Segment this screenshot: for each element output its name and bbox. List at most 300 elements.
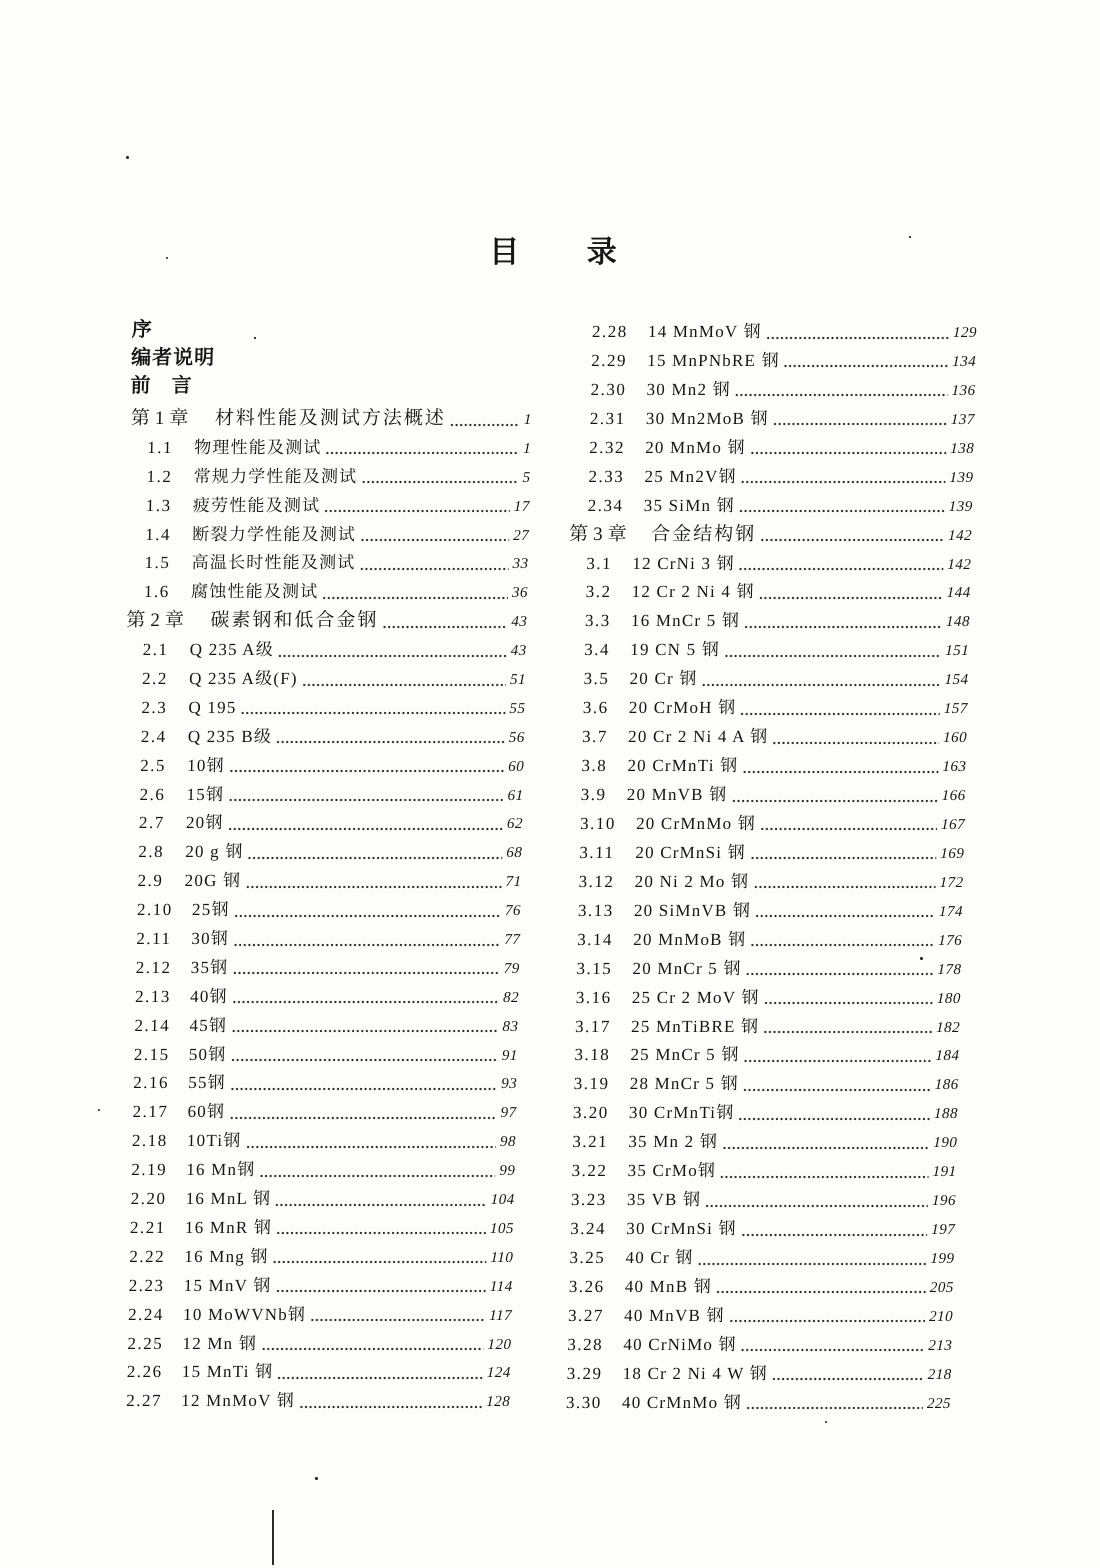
section-number: 2.3 xyxy=(141,697,168,717)
section-title: 20 MnCr 5 钢 xyxy=(632,958,742,978)
page-number: 98 xyxy=(499,1134,517,1151)
section-number: 1.4 xyxy=(145,524,172,544)
leader-dots xyxy=(701,665,941,694)
section-number: 3.25 xyxy=(569,1247,606,1267)
page-number: 199 xyxy=(930,1250,955,1267)
section-number: 3.21 xyxy=(572,1131,609,1151)
page-number: 114 xyxy=(489,1278,513,1295)
section-entry xyxy=(7,549,972,578)
section-number: 2.25 xyxy=(127,1333,164,1353)
leader-dots xyxy=(697,1244,927,1273)
page-number: 139 xyxy=(948,498,973,515)
section-number: 2.26 xyxy=(126,1362,163,1382)
section-title: 35钢 xyxy=(190,957,229,977)
section-title: 40 Cr 钢 xyxy=(625,1247,694,1267)
section-title: 55钢 xyxy=(188,1073,227,1093)
page-number: 213 xyxy=(928,1337,953,1354)
section-number: 2.6 xyxy=(139,784,166,804)
section-number: 1.5 xyxy=(144,553,171,573)
page-number: 136 xyxy=(951,382,976,399)
section-entry xyxy=(8,491,973,520)
section-title: 30 Mn2MoB 钢 xyxy=(645,408,769,428)
page-number: 61 xyxy=(507,787,524,804)
section-title: 20 Cr 钢 xyxy=(629,668,698,688)
leader-dots xyxy=(746,1388,924,1417)
section-title: 16 MnCr 5 钢 xyxy=(630,610,741,630)
page-number: 99 xyxy=(499,1163,516,1180)
page-number: 55 xyxy=(509,700,526,717)
section-number: 2.27 xyxy=(126,1391,163,1411)
section-title: 40钢 xyxy=(189,986,228,1006)
page-number: 182 xyxy=(935,1019,961,1035)
section-entry xyxy=(3,723,968,752)
leader-dots xyxy=(728,1301,925,1330)
page-number: 1 xyxy=(523,412,532,428)
leader-dots xyxy=(740,462,945,491)
section-number: 3.8 xyxy=(581,755,608,775)
chapter-title: 材料性能及测试方法概述 xyxy=(214,408,447,429)
page-number: 205 xyxy=(929,1279,955,1296)
section-number: 3.29 xyxy=(566,1363,603,1383)
section-number: 3.10 xyxy=(579,813,617,833)
section-entry xyxy=(4,665,969,694)
section-number: 1.2 xyxy=(146,466,173,486)
page-number: 93 xyxy=(501,1076,518,1093)
section-number: 2.30 xyxy=(590,379,627,399)
section-title: 18 Cr 2 Ni 4 W 钢 xyxy=(622,1363,769,1383)
leader-dots xyxy=(765,318,949,347)
section-title: 19 CN 5 钢 xyxy=(630,639,721,659)
page-number: 110 xyxy=(490,1249,514,1266)
page-number: 191 xyxy=(932,1163,957,1180)
section-title: 20 MnMo 钢 xyxy=(644,437,746,457)
page-number: 196 xyxy=(931,1192,957,1209)
page-number: 166 xyxy=(941,787,966,804)
section-entry xyxy=(0,896,963,925)
section-title: 20 Ni 2 Mo 钢 xyxy=(634,871,750,891)
section-number: 2.34 xyxy=(587,495,624,515)
page-number: 124 xyxy=(486,1365,512,1382)
page-number: 144 xyxy=(946,584,971,601)
section-number: 3.7 xyxy=(581,726,609,746)
section-number: 2.17 xyxy=(132,1102,169,1122)
section-number: 3.27 xyxy=(567,1305,605,1325)
leader-dots xyxy=(783,346,948,375)
page-number: 27 xyxy=(513,527,530,544)
section-number: 2.14 xyxy=(134,1015,171,1035)
leader-dots xyxy=(763,983,933,1012)
section-number: 3.23 xyxy=(570,1189,607,1209)
page-number: 142 xyxy=(947,527,973,544)
section-title: 25 MnCr 5 钢 xyxy=(630,1044,740,1064)
chapter-number: 第2章 xyxy=(126,610,190,632)
chapter-number: 第1章 xyxy=(130,408,194,429)
page-number: 139 xyxy=(949,469,974,486)
section-entry xyxy=(1,809,966,838)
page-number: 138 xyxy=(949,440,975,457)
page-number: 60 xyxy=(508,758,525,775)
section-title: 15 MnPNbRE 钢 xyxy=(647,350,781,370)
section-title: 20 SiMnVB 钢 xyxy=(633,900,752,920)
section-title: Q 235 A级 xyxy=(189,640,275,660)
chapter-title: 碳素钢和低合金钢 xyxy=(210,610,379,632)
page-number: 43 xyxy=(511,614,528,631)
section-title: 20 g 钢 xyxy=(185,842,244,862)
leader-dots xyxy=(740,1330,924,1359)
section-number: 2.31 xyxy=(589,408,626,428)
section-number: 3.3 xyxy=(584,610,611,630)
leader-dots xyxy=(734,375,947,404)
section-entry xyxy=(0,1128,958,1157)
section-number: 3.11 xyxy=(579,842,615,862)
page-number: 151 xyxy=(945,642,970,659)
leader-dots xyxy=(740,694,940,723)
section-title: 高温长时性能及测试 xyxy=(191,553,356,573)
page-number: 68 xyxy=(506,845,523,862)
section-number: 3.14 xyxy=(577,929,614,949)
leader-dots xyxy=(772,1359,925,1388)
page-number: 188 xyxy=(933,1105,959,1122)
section-entry xyxy=(13,318,978,347)
section-title: 20 CrMnTi 钢 xyxy=(627,755,739,775)
section-title: 40 CrNiMo 钢 xyxy=(623,1334,738,1354)
leader-dots xyxy=(749,433,946,462)
section-title: 20 CrMoH 钢 xyxy=(628,697,737,717)
leader-dots xyxy=(750,838,937,867)
page-number: 178 xyxy=(937,961,962,978)
section-number: 3.12 xyxy=(578,871,615,891)
toc-list xyxy=(0,318,977,1418)
section-title: 疲劳性能及测试 xyxy=(192,495,321,515)
section-number: 2.12 xyxy=(135,957,172,977)
section-number: 2.15 xyxy=(133,1044,170,1064)
section-entry xyxy=(11,375,976,404)
section-number: 1.6 xyxy=(143,582,170,602)
page-number: 129 xyxy=(952,324,978,341)
section-entry xyxy=(0,925,963,954)
section-number: 2.29 xyxy=(591,350,628,370)
section-number: 2.10 xyxy=(136,900,173,920)
section-entry xyxy=(9,462,974,491)
section-title: 28 MnCr 5 钢 xyxy=(629,1073,740,1093)
section-number: 2.33 xyxy=(588,466,625,486)
section-title: 20 CrMnSi 钢 xyxy=(635,842,747,862)
section-entry xyxy=(5,636,970,665)
page-title: 目 录 xyxy=(489,236,617,269)
page-number: 172 xyxy=(939,874,964,891)
section-title: 15钢 xyxy=(186,784,225,804)
section-title: 25 Mn2V钢 xyxy=(644,466,737,486)
page-number: 128 xyxy=(486,1394,511,1411)
section-title: 20G 钢 xyxy=(184,871,242,891)
section-entry xyxy=(1,781,966,810)
page-number: 174 xyxy=(938,903,964,920)
section-title: 30 Mn2 钢 xyxy=(646,379,732,399)
section-title: 30 CrMnTi钢 xyxy=(628,1102,735,1122)
page-number: 142 xyxy=(947,556,972,572)
leader-dots xyxy=(760,520,945,549)
leader-dots xyxy=(722,1128,930,1157)
section-title: 12 MnMoV 钢 xyxy=(181,1391,296,1411)
section-number: 2.21 xyxy=(129,1217,167,1237)
leader-dots xyxy=(750,925,935,954)
section-title: 25钢 xyxy=(191,900,230,920)
page-number: 134 xyxy=(952,353,977,370)
front-matter-entry: 编者说明 xyxy=(130,347,216,369)
page-number: 117 xyxy=(489,1307,513,1324)
section-number: 3.4 xyxy=(584,639,611,659)
section-title: 12 Mn 钢 xyxy=(182,1333,258,1353)
leader-dots xyxy=(742,752,939,781)
leader-dots xyxy=(763,1012,933,1041)
leader-dots xyxy=(744,607,943,636)
section-number: 2.20 xyxy=(130,1189,167,1209)
page-number: 167 xyxy=(940,816,966,833)
section-number: 1.1 xyxy=(146,437,174,457)
section-title: 30钢 xyxy=(191,929,230,949)
section-title: 20 MnMoB 钢 xyxy=(633,929,747,949)
section-entry xyxy=(0,1157,957,1186)
leader-dots xyxy=(772,723,940,752)
leader-dots xyxy=(745,954,934,983)
front-matter-entry: 前 言 xyxy=(130,375,193,397)
section-number: 3.15 xyxy=(576,958,613,978)
section-title: 20 CrMnMo 钢 xyxy=(635,813,757,833)
section-number: 3.5 xyxy=(583,668,610,688)
page-number: 190 xyxy=(933,1134,958,1151)
section-number: 2.11 xyxy=(136,929,172,949)
page-number: 180 xyxy=(936,990,962,1007)
section-title: 12 CrNi 3 钢 xyxy=(632,553,736,572)
scan-line xyxy=(272,1510,274,1565)
section-number: 2.22 xyxy=(129,1246,166,1266)
page-number: 76 xyxy=(504,903,522,920)
leader-dots xyxy=(753,867,936,896)
page-number: 17 xyxy=(513,498,531,515)
section-entry xyxy=(0,1301,953,1330)
section-entry xyxy=(0,1041,960,1070)
section-number: 3.19 xyxy=(573,1073,610,1093)
page-number: 79 xyxy=(503,960,520,977)
section-entry xyxy=(0,954,962,983)
section-number: 3.1 xyxy=(586,553,613,572)
leader-dots xyxy=(740,1215,927,1244)
page-number: 218 xyxy=(927,1366,952,1383)
section-title: 断裂力学性能及测试 xyxy=(192,524,357,544)
section-number: 2.18 xyxy=(131,1131,168,1151)
section-entry xyxy=(4,694,969,723)
section-number: 3.30 xyxy=(565,1392,603,1412)
section-title: 40 CrMnMo 钢 xyxy=(621,1392,743,1412)
section-title: 35 CrMo钢 xyxy=(627,1160,717,1180)
section-number: 3.6 xyxy=(582,697,609,717)
chapter-entry xyxy=(8,520,973,549)
section-number: 2.24 xyxy=(127,1304,165,1324)
section-title: 16 Mng 钢 xyxy=(184,1246,269,1266)
page-number: 184 xyxy=(935,1047,960,1064)
section-entry xyxy=(0,1272,954,1301)
section-number: 2.19 xyxy=(131,1160,168,1180)
page-number: 169 xyxy=(940,845,965,862)
section-entry xyxy=(11,404,976,433)
page-number: 163 xyxy=(942,758,967,775)
section-number: 2.8 xyxy=(138,842,165,862)
section-title: 60钢 xyxy=(187,1102,226,1122)
section-entry xyxy=(0,1215,956,1244)
page-number: 5 xyxy=(522,469,531,486)
page-number: 43 xyxy=(510,643,527,660)
page-number: 176 xyxy=(938,932,963,949)
leader-dots xyxy=(755,896,936,925)
section-number: 3.13 xyxy=(577,900,614,920)
page-number: 210 xyxy=(928,1308,954,1325)
section-number: 2.5 xyxy=(140,755,167,775)
section-title: 40 MnVB 钢 xyxy=(623,1305,725,1325)
section-number: 3.22 xyxy=(571,1160,608,1180)
scan-speck xyxy=(825,1421,827,1423)
section-number: 3.24 xyxy=(570,1218,607,1238)
section-number: 3.26 xyxy=(568,1276,605,1296)
section-title: 35 Mn 2 钢 xyxy=(628,1131,719,1151)
page-number: 82 xyxy=(502,989,520,1006)
leader-dots xyxy=(772,404,947,433)
page-number: 104 xyxy=(490,1192,515,1209)
section-title: 15 MnV 钢 xyxy=(183,1275,272,1295)
section-entry xyxy=(0,838,965,867)
page-number: 1 xyxy=(522,440,532,457)
section-number: 2.7 xyxy=(138,813,165,833)
section-entry xyxy=(0,983,961,1012)
section-title: 常规力学性能及测试 xyxy=(193,466,358,486)
section-title: 14 MnMoV 钢 xyxy=(647,321,762,341)
section-title: 35 SiMn 钢 xyxy=(643,495,736,515)
leader-dots xyxy=(738,549,943,578)
page-number: 71 xyxy=(505,874,522,891)
page-number: 105 xyxy=(489,1220,515,1237)
section-number: 2.13 xyxy=(134,986,172,1006)
leader-dots xyxy=(705,1186,928,1215)
page-number: 160 xyxy=(942,729,968,746)
section-entry xyxy=(10,433,975,462)
page-number: 97 xyxy=(500,1105,517,1122)
section-number: 3.17 xyxy=(574,1016,612,1035)
section-entry xyxy=(2,752,967,781)
section-title: 腐蚀性能及测试 xyxy=(190,582,319,602)
section-number: 2.28 xyxy=(591,321,628,341)
leader-dots xyxy=(724,636,942,665)
section-number: 3.9 xyxy=(580,784,607,804)
page-number: 225 xyxy=(926,1395,952,1412)
section-number: 2.4 xyxy=(140,726,167,746)
section-number: 3.20 xyxy=(572,1102,610,1122)
page-number: 51 xyxy=(509,672,527,689)
section-number: 3.16 xyxy=(575,987,612,1007)
section-title: 30 CrMnSi 钢 xyxy=(626,1218,737,1238)
page-number: 186 xyxy=(934,1076,959,1093)
section-title: 10 MoWVNb钢 xyxy=(182,1304,307,1324)
section-entry xyxy=(0,1186,956,1215)
leader-dots xyxy=(716,1272,927,1301)
section-entry xyxy=(12,346,977,375)
scan-speck xyxy=(315,1477,318,1480)
section-number: 3.18 xyxy=(574,1044,611,1064)
section-entry xyxy=(0,867,964,896)
section-title: 16 MnL 钢 xyxy=(185,1189,272,1209)
section-entry xyxy=(6,607,971,636)
page-number: 120 xyxy=(487,1336,512,1353)
page-number: 77 xyxy=(504,932,521,949)
section-number: 2.2 xyxy=(141,669,169,689)
section-title: 20 Cr 2 Ni 4 A 钢 xyxy=(627,726,769,746)
section-entry xyxy=(0,1388,951,1417)
section-number: 2.32 xyxy=(588,437,626,457)
section-title: 10Ti钢 xyxy=(186,1131,242,1151)
section-title: 40 MnB 钢 xyxy=(624,1276,713,1296)
section-title: 12 Cr 2 Ni 4 钢 xyxy=(631,581,755,601)
page-number: 83 xyxy=(502,1018,519,1035)
chapter-number: 第3章 xyxy=(568,523,632,545)
section-title: 25 Cr 2 MoV 钢 xyxy=(631,987,760,1007)
section-number: 2.23 xyxy=(128,1275,165,1295)
section-title: Q 235 B级 xyxy=(187,726,273,746)
section-entry xyxy=(0,1070,959,1099)
page-number: 137 xyxy=(950,411,976,428)
section-number: 2.1 xyxy=(142,640,169,660)
section-title: 20钢 xyxy=(185,813,224,833)
page-number: 36 xyxy=(511,585,529,602)
section-title: 物理性能及测试 xyxy=(193,437,322,457)
leader-dots xyxy=(743,1041,932,1070)
leader-dots xyxy=(738,1099,930,1128)
section-entry xyxy=(0,1099,958,1128)
leader-dots xyxy=(758,578,943,607)
section-entry xyxy=(0,1244,955,1273)
page-number: 91 xyxy=(501,1047,519,1064)
page-number: 62 xyxy=(506,816,524,833)
leader-dots xyxy=(720,1157,929,1186)
section-title: Q 195 xyxy=(188,697,237,717)
section-number: 2.16 xyxy=(133,1073,170,1093)
page-number: 33 xyxy=(512,556,529,573)
page-number: 154 xyxy=(944,671,969,688)
leader-dots xyxy=(731,781,938,810)
section-entry xyxy=(0,1330,953,1359)
chapter-title: 合金结构钢 xyxy=(650,523,757,545)
section-title: 16 MnR 钢 xyxy=(184,1217,273,1237)
section-title: 10钢 xyxy=(187,755,226,775)
leader-dots xyxy=(760,809,938,838)
section-number: 3.28 xyxy=(567,1334,604,1354)
section-title: Q 235 A级(F) xyxy=(188,669,298,689)
section-number: 3.2 xyxy=(585,581,612,601)
section-title: 16 Mn钢 xyxy=(186,1160,256,1180)
scan-speck xyxy=(126,156,129,159)
section-title: 25 MnTiBRE 钢 xyxy=(630,1016,760,1035)
page-number: 148 xyxy=(945,613,971,630)
section-title: 20 MnVB 钢 xyxy=(626,784,728,804)
leader-dots xyxy=(742,1070,931,1099)
section-title: 15 MnTi 钢 xyxy=(181,1362,274,1382)
section-title: 45钢 xyxy=(189,1015,228,1035)
section-number: 1.3 xyxy=(145,495,172,515)
section-title: 50钢 xyxy=(188,1044,227,1064)
page-number: 157 xyxy=(943,700,969,717)
section-title: 35 VB 钢 xyxy=(626,1189,702,1209)
leader-dots xyxy=(739,491,946,520)
page-number: 197 xyxy=(931,1221,956,1238)
section-entry xyxy=(0,1012,960,1041)
page-number: 56 xyxy=(508,729,525,746)
